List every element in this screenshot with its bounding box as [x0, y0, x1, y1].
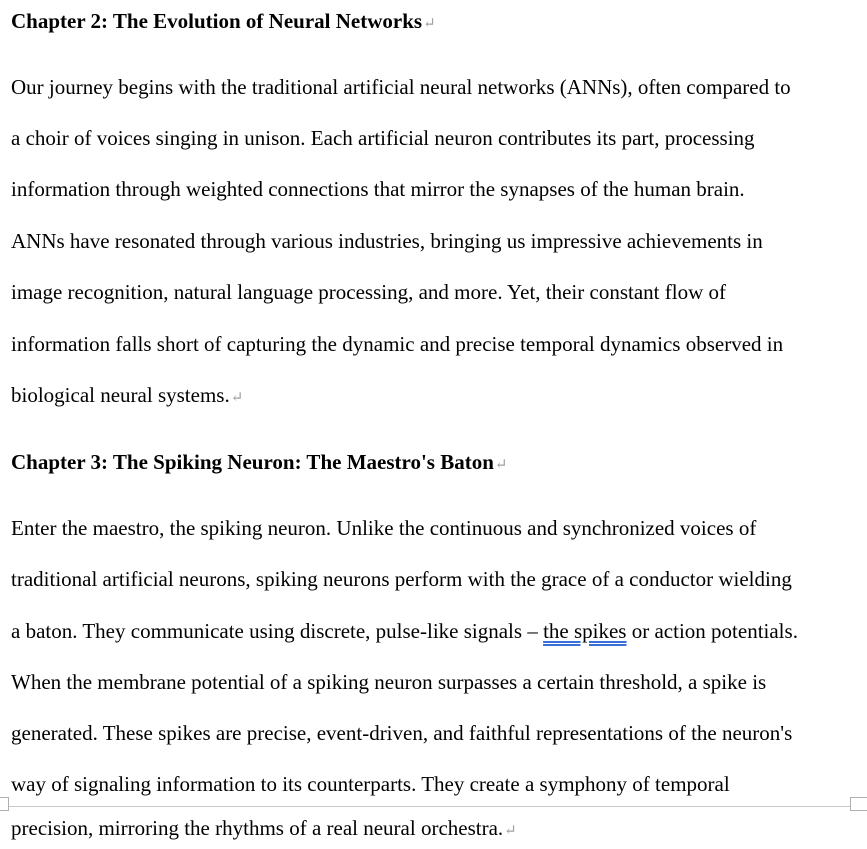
paragraph-text: or action potentials. [626, 619, 798, 643]
chapter-3-title: Chapter 3: The Spiking Neuron: The Maestro's Baton [11, 450, 494, 474]
paragraph-line: Enter the maestro, the spiking neuron. Unlike the continuous and synchronized voices of [11, 516, 757, 540]
paragraph-text: a baton. They communicate using discrete, pulse-like signals – [11, 619, 544, 643]
paragraph-mark-icon: ↵ [423, 16, 436, 32]
page-break-divider [0, 806, 867, 807]
chapter-2-heading [11, 9, 436, 36]
chapter-3-heading [11, 450, 507, 477]
paragraph-text: precision, mirroring the rhythms of a real neural orchestra. [11, 816, 504, 840]
paragraph-line: a choir of voices singing in unison. Each artificial neuron contributes its part, processing [11, 126, 755, 150]
paragraph-line: generated. These spikes are precise, event-driven, and faithful representations of the neuron's [11, 721, 793, 745]
paragraph-mark-icon: ↵ [504, 823, 517, 839]
paragraph-line: information falls short of capturing the dynamic and precise temporal dynamics observed in [11, 332, 784, 356]
chapter-2-title: Chapter 2: The Evolution of Neural Networks [11, 9, 423, 33]
paragraph-line: Our journey begins with the traditional artificial neural networks (ANNs), often compared to [11, 75, 791, 99]
paragraph-mark-icon: ↵ [230, 390, 244, 406]
paragraph-line: traditional artificial neurons, spiking neurons perform with the grace of a conductor wielding [11, 567, 792, 591]
page-corner-marker-right [850, 797, 867, 811]
paragraph-line-with-underline [11, 619, 798, 643]
grammar-underlined-phrase[interactable]: the spikes [543, 619, 627, 643]
paragraph-line-last [11, 816, 517, 843]
paragraph-mark-icon: ↵ [494, 457, 508, 473]
paragraph-line: When the membrane potential of a spiking neuron surpasses a certain threshold, a spike is [11, 670, 767, 694]
page-corner-marker-left [0, 797, 9, 811]
paragraph-text: biological neural systems. [11, 383, 230, 407]
paragraph-line-last [11, 383, 243, 410]
paragraph-line: image recognition, natural language processing, and more. Yet, their constant flow of [11, 280, 726, 304]
paragraph-line: way of signaling information to its counterparts. They create a symphony of temporal [11, 772, 730, 796]
paragraph-line: information through weighted connections that mirror the synapses of the human brain. [11, 177, 745, 201]
paragraph-line: ANNs have resonated through various industries, bringing us impressive achievements in [11, 229, 763, 253]
